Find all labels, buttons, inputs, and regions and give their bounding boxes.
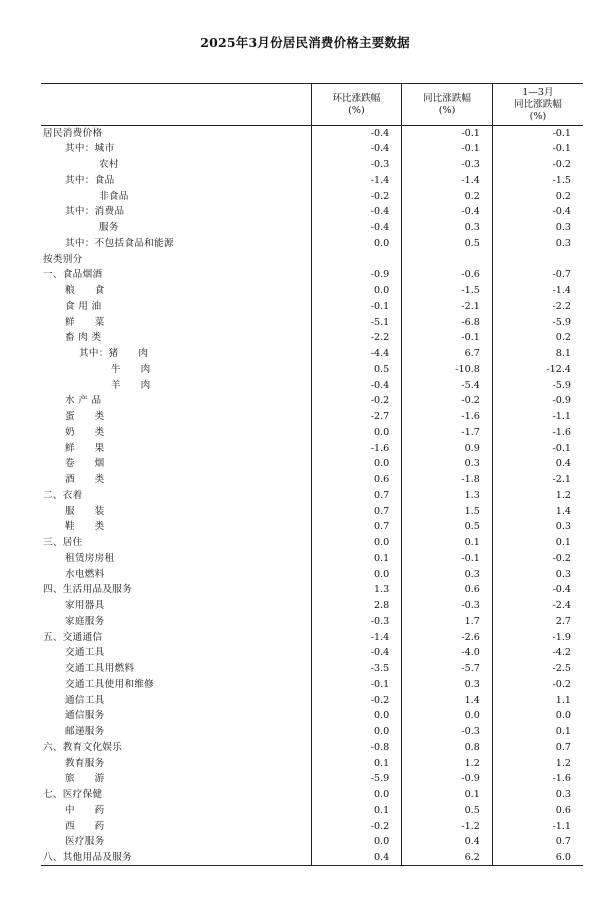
row-yoy-value: 6.7 — [402, 346, 493, 362]
row-category: 卷 烟 — [65, 458, 105, 470]
table-row — [41, 614, 583, 630]
table-row — [41, 519, 583, 535]
row-ytd-value: 0.4 — [492, 456, 583, 472]
row-category: 服 装 — [65, 505, 105, 517]
table-row — [41, 141, 583, 157]
row-category: 医疗服务 — [65, 836, 105, 848]
row-ytd-value: -2.1 — [492, 472, 583, 488]
row-yoy-value: 0.1 — [402, 787, 493, 803]
row-category: 牛 肉 — [111, 363, 151, 375]
row-yoy-value: 0.5 — [402, 803, 493, 819]
table-row — [41, 661, 583, 677]
table-row — [41, 330, 583, 346]
row-ytd-value: -0.1 — [492, 126, 583, 142]
table-row — [41, 708, 583, 724]
table-row — [41, 315, 583, 331]
row-yoy-value: -5.7 — [402, 661, 493, 677]
table-row — [41, 740, 583, 756]
row-yoy-value: -10.8 — [402, 362, 493, 378]
row-mom-value: 1.3 — [311, 582, 402, 598]
row-ytd-value: 1.2 — [492, 488, 583, 504]
table-row — [41, 771, 583, 787]
row-yoy-value: 6.2 — [402, 850, 493, 866]
row-category: 邮递服务 — [65, 726, 105, 738]
row-mom-value: 0.1 — [311, 803, 402, 819]
row-mom-value: 0.0 — [311, 425, 402, 441]
row-category: 非食品 — [99, 190, 129, 202]
table-row — [41, 834, 583, 850]
row-ytd-value: 0.7 — [492, 834, 583, 850]
row-yoy-value: -0.3 — [402, 724, 493, 740]
table-row — [41, 393, 583, 409]
row-mom-value: 0.7 — [311, 504, 402, 520]
table-row — [41, 189, 583, 205]
header-mom — [311, 84, 402, 126]
table-row — [41, 362, 583, 378]
row-mom-value: 0.6 — [311, 472, 402, 488]
row-yoy-value: 0.3 — [402, 677, 493, 693]
row-ytd-value: -0.2 — [492, 157, 583, 173]
table-row — [41, 378, 583, 394]
row-mom-value: -0.8 — [311, 740, 402, 756]
row-category: 鞋 类 — [65, 521, 105, 533]
row-yoy-value: -0.4 — [402, 204, 493, 220]
table-row — [41, 819, 583, 835]
row-mom-value: 0.7 — [311, 488, 402, 504]
row-ytd-value: 0.3 — [492, 787, 583, 803]
row-ytd-value: 0.3 — [492, 220, 583, 236]
row-mom-value: -0.2 — [311, 819, 402, 835]
row-category: 交通工具 — [65, 647, 105, 659]
row-yoy-value: 0.6 — [402, 582, 493, 598]
row-yoy-value: -0.2 — [402, 393, 493, 409]
row-category: 酒 类 — [65, 474, 105, 486]
table-row — [41, 693, 583, 709]
row-mom-value: 0.0 — [311, 724, 402, 740]
row-ytd-value: -5.9 — [492, 315, 583, 331]
row-category: 交通工具用燃料 — [65, 663, 135, 675]
row-mom-value: 0.0 — [311, 787, 402, 803]
row-yoy-value: 1.7 — [402, 614, 493, 630]
row-category: 通信服务 — [65, 710, 105, 722]
row-category: 食 用 油 — [65, 300, 102, 312]
row-mom-value: -5.1 — [311, 315, 402, 331]
header-mom-line2: (%) — [348, 104, 365, 116]
row-category: 居民消费价格 — [43, 127, 103, 139]
row-category: 其中：不包括食品和能源 — [65, 237, 174, 249]
row-yoy-value: 0.3 — [402, 567, 493, 583]
row-mom-value: -4.4 — [311, 346, 402, 362]
row-mom-value: -0.2 — [311, 393, 402, 409]
row-mom-value: -0.4 — [311, 204, 402, 220]
table-body — [41, 126, 583, 866]
cpi-table — [41, 83, 583, 866]
header-ytd-line2: 同比涨跌幅 — [513, 98, 562, 110]
row-mom-value: 0.0 — [311, 456, 402, 472]
row-yoy-value: 0.5 — [402, 236, 493, 252]
row-mom-value: -0.2 — [311, 693, 402, 709]
row-yoy-value: -1.5 — [402, 283, 493, 299]
row-mom-value: -0.4 — [311, 220, 402, 236]
row-ytd-value: -0.1 — [492, 141, 583, 157]
header-mom-line1: 环比涨跌幅 — [332, 92, 381, 104]
row-category: 蛋 类 — [65, 411, 105, 423]
row-category: 羊 肉 — [111, 379, 151, 391]
row-mom-value: -0.1 — [311, 677, 402, 693]
header-ytd — [492, 84, 583, 126]
table-row — [41, 299, 583, 315]
table-row — [41, 441, 583, 457]
row-mom-value: -0.4 — [311, 645, 402, 661]
row-category: 教育服务 — [65, 757, 105, 769]
row-mom-value: 0.1 — [311, 756, 402, 772]
row-category: 旅 游 — [65, 773, 105, 785]
row-yoy-value: -1.8 — [402, 472, 493, 488]
row-category: 服务 — [99, 222, 119, 234]
row-ytd-value: -0.4 — [492, 582, 583, 598]
table-row — [41, 756, 583, 772]
row-category: 租赁房房租 — [65, 552, 115, 564]
table-row — [41, 567, 583, 583]
row-mom-value: 0.7 — [311, 519, 402, 535]
row-ytd-value: -2.5 — [492, 661, 583, 677]
table-row — [41, 267, 583, 283]
row-yoy-value: -0.1 — [402, 330, 493, 346]
row-mom-value: 0.0 — [311, 567, 402, 583]
row-yoy-value: -0.3 — [402, 157, 493, 173]
row-yoy-value: 0.8 — [402, 740, 493, 756]
row-category: 交通工具使用和维修 — [65, 678, 155, 690]
row-mom-value: -1.4 — [311, 630, 402, 646]
row-yoy-value: 0.1 — [402, 535, 493, 551]
row-ytd-value: 0.6 — [492, 803, 583, 819]
table-row — [41, 488, 583, 504]
row-ytd-value: -0.2 — [492, 551, 583, 567]
row-yoy-value: 0.0 — [402, 708, 493, 724]
header-yoy-line1: 同比涨跌幅 — [423, 92, 472, 104]
row-mom-value: 0.4 — [311, 850, 402, 866]
row-yoy-value: -2.6 — [402, 630, 493, 646]
row-yoy-value: 0.2 — [402, 189, 493, 205]
row-yoy-value: -4.0 — [402, 645, 493, 661]
row-yoy-value: -1.2 — [402, 819, 493, 835]
row-category: 六、教育文化娱乐 — [43, 741, 123, 753]
row-yoy-value: -1.7 — [402, 425, 493, 441]
table-row — [41, 252, 583, 268]
row-yoy-value: 1.4 — [402, 693, 493, 709]
row-category: 五、交通通信 — [43, 631, 103, 643]
table-row — [41, 598, 583, 614]
row-category: 水 产 品 — [65, 395, 102, 407]
table-row — [41, 204, 583, 220]
row-category: 农村 — [99, 159, 119, 171]
table-row — [41, 504, 583, 520]
row-category: 四、生活用品及服务 — [43, 584, 133, 596]
row-category: 三、居住 — [43, 537, 83, 549]
row-ytd-value: 0.7 — [492, 740, 583, 756]
row-mom-value: -2.7 — [311, 409, 402, 425]
row-category: 奶 类 — [65, 426, 105, 438]
row-ytd-value: -0.4 — [492, 204, 583, 220]
table-row — [41, 677, 583, 693]
table-row — [41, 236, 583, 252]
row-yoy-value: 1.3 — [402, 488, 493, 504]
header-yoy — [402, 84, 493, 126]
row-ytd-value: -4.2 — [492, 645, 583, 661]
row-yoy-value: -0.1 — [402, 551, 493, 567]
row-category: 鲜 果 — [65, 442, 105, 454]
row-category: 通信工具 — [65, 694, 105, 706]
row-yoy-value: -0.6 — [402, 267, 493, 283]
row-mom-value: 0.0 — [311, 535, 402, 551]
row-mom-value: -0.9 — [311, 267, 402, 283]
table-row — [41, 126, 583, 142]
row-mom-value: -5.9 — [311, 771, 402, 787]
table-row — [41, 456, 583, 472]
row-mom-value: -0.4 — [311, 378, 402, 394]
row-category: 一、食品烟酒 — [43, 269, 103, 281]
row-yoy-value: -0.1 — [402, 141, 493, 157]
row-ytd-value: -0.9 — [492, 393, 583, 409]
row-ytd-value — [492, 252, 583, 268]
row-mom-value: -0.4 — [311, 126, 402, 142]
row-ytd-value: 0.3 — [492, 567, 583, 583]
row-category: 其中：食品 — [65, 174, 115, 186]
row-mom-value — [311, 252, 402, 268]
row-category: 八、其他用品及服务 — [41, 850, 311, 866]
table-row — [41, 283, 583, 299]
table-row — [41, 803, 583, 819]
row-mom-value: -1.6 — [311, 441, 402, 457]
table-row — [41, 645, 583, 661]
row-ytd-value: -2.4 — [492, 598, 583, 614]
row-mom-value: -2.2 — [311, 330, 402, 346]
header-yoy-line2: (%) — [438, 104, 456, 116]
row-mom-value: 0.0 — [311, 708, 402, 724]
row-category: 按类别分 — [43, 253, 83, 265]
row-category: 家用器具 — [65, 600, 105, 612]
row-ytd-value: -12.4 — [492, 362, 583, 378]
table-row — [41, 173, 583, 189]
row-ytd-value: 1.2 — [492, 756, 583, 772]
header-ytd-line3: (%) — [529, 110, 547, 122]
row-category: 西 药 — [65, 820, 105, 832]
page-title: 2025年3月份居民消费价格主要数据 — [200, 35, 410, 50]
table-row — [41, 472, 583, 488]
row-category: 其中：消费品 — [65, 206, 125, 218]
table-row — [41, 409, 583, 425]
table-row — [41, 724, 583, 740]
row-category: 鲜 菜 — [65, 316, 105, 328]
row-yoy-value: 0.9 — [402, 441, 493, 457]
row-ytd-value: -1.4 — [492, 283, 583, 299]
row-ytd-value: 0.2 — [492, 189, 583, 205]
row-ytd-value: -0.1 — [492, 441, 583, 457]
table-row — [41, 850, 583, 866]
table-row — [41, 787, 583, 803]
row-mom-value: 2.8 — [311, 598, 402, 614]
row-mom-value: -0.3 — [311, 614, 402, 630]
row-mom-value: -0.4 — [311, 141, 402, 157]
row-ytd-value: 0.0 — [492, 708, 583, 724]
table-row — [41, 630, 583, 646]
row-ytd-value: -1.9 — [492, 630, 583, 646]
row-yoy-value: -0.9 — [402, 771, 493, 787]
row-category: 中 药 — [65, 804, 105, 816]
row-yoy-value: 1.2 — [402, 756, 493, 772]
row-ytd-value: 0.1 — [492, 724, 583, 740]
header-blank-cell — [41, 84, 311, 126]
row-mom-value: 0.0 — [311, 834, 402, 850]
row-ytd-value: -0.7 — [492, 267, 583, 283]
row-mom-value: -3.5 — [311, 661, 402, 677]
row-yoy-value: -5.4 — [402, 378, 493, 394]
row-yoy-value: -1.6 — [402, 409, 493, 425]
row-mom-value: -0.2 — [311, 189, 402, 205]
row-ytd-value: 2.7 — [492, 614, 583, 630]
row-category: 二、衣着 — [43, 489, 83, 501]
row-category: 水电燃料 — [65, 568, 105, 580]
row-yoy-value — [402, 252, 493, 268]
row-ytd-value: -1.1 — [492, 819, 583, 835]
row-mom-value: 0.5 — [311, 362, 402, 378]
row-ytd-value: -1.6 — [492, 425, 583, 441]
row-yoy-value: 1.5 — [402, 504, 493, 520]
table-header-row — [41, 84, 583, 126]
row-mom-value: -0.1 — [311, 299, 402, 315]
row-ytd-value: 0.1 — [492, 535, 583, 551]
row-ytd-value: 0.2 — [492, 330, 583, 346]
row-category: 畜 肉 类 — [65, 332, 102, 344]
row-yoy-value: 0.4 — [402, 834, 493, 850]
row-category: 其中：猪 肉 — [79, 348, 149, 360]
row-ytd-value: -1.5 — [492, 173, 583, 189]
table-row — [41, 425, 583, 441]
row-mom-value: -1.4 — [311, 173, 402, 189]
row-ytd-value: -2.2 — [492, 299, 583, 315]
row-mom-value: 0.0 — [311, 283, 402, 299]
row-yoy-value: 0.5 — [402, 519, 493, 535]
row-category: 其中：城市 — [65, 143, 115, 155]
table-row — [41, 582, 583, 598]
row-ytd-value: 1.4 — [492, 504, 583, 520]
header-ytd-line1: 1—3月 — [522, 86, 554, 98]
table-row — [41, 535, 583, 551]
table-row — [41, 551, 583, 567]
table-row — [41, 220, 583, 236]
row-yoy-value: 0.3 — [402, 456, 493, 472]
row-category: 家庭服务 — [65, 615, 105, 627]
row-ytd-value: 8.1 — [492, 346, 583, 362]
row-ytd-value: -1.1 — [492, 409, 583, 425]
row-ytd-value: -0.2 — [492, 677, 583, 693]
row-mom-value: 0.0 — [311, 236, 402, 252]
row-yoy-value: -2.1 — [402, 299, 493, 315]
row-yoy-value: -1.4 — [402, 173, 493, 189]
table-row — [41, 346, 583, 362]
row-yoy-value: -6.8 — [402, 315, 493, 331]
row-ytd-value: 0.3 — [492, 519, 583, 535]
row-ytd-value: 6.0 — [492, 850, 583, 866]
row-mom-value: 0.1 — [311, 551, 402, 567]
table-row — [41, 157, 583, 173]
row-category: 七、医疗保健 — [43, 789, 103, 801]
row-mom-value: -0.3 — [311, 157, 402, 173]
row-category: 粮 食 — [65, 285, 105, 297]
row-ytd-value: 1.1 — [492, 693, 583, 709]
row-ytd-value: -1.6 — [492, 771, 583, 787]
row-ytd-value: -5.9 — [492, 378, 583, 394]
row-yoy-value: -0.3 — [402, 598, 493, 614]
row-yoy-value: 0.3 — [402, 220, 493, 236]
row-yoy-value: -0.1 — [402, 126, 493, 142]
row-ytd-value: 0.3 — [492, 236, 583, 252]
